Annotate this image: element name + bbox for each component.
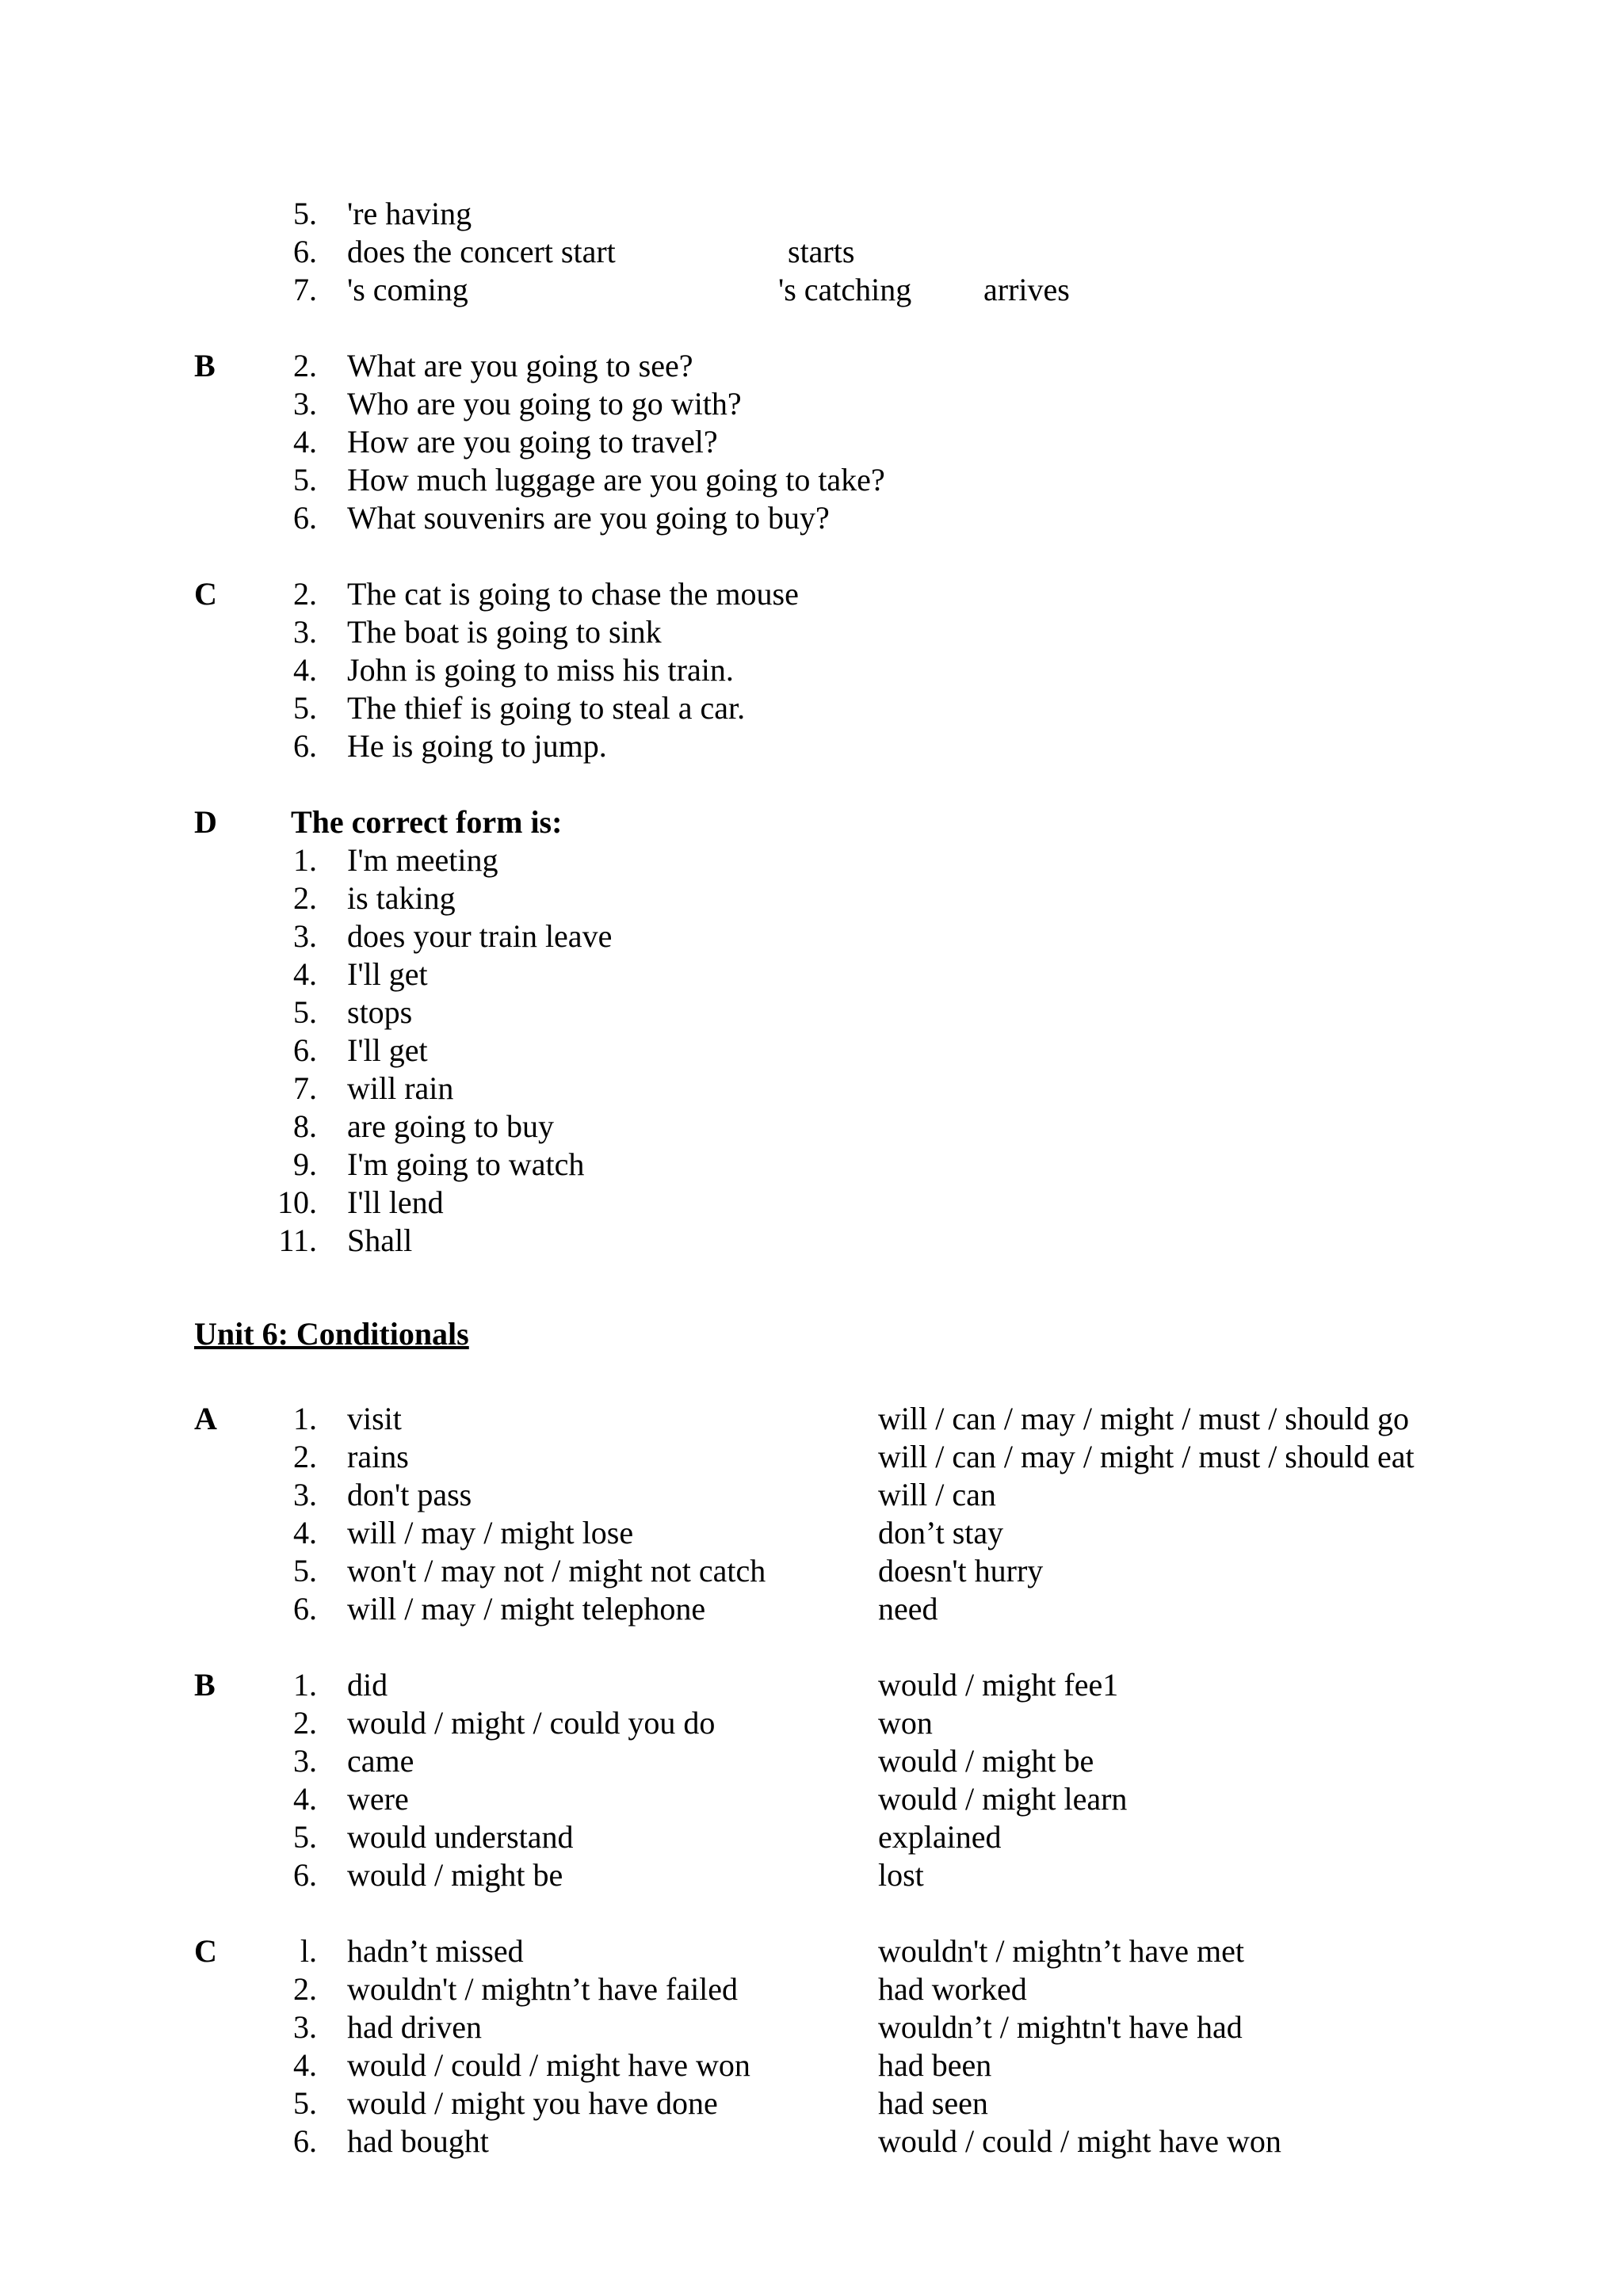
answer-text: What are you going to see? bbox=[347, 348, 693, 383]
section-letter: D bbox=[194, 804, 217, 840]
item-number: 8. bbox=[293, 1108, 317, 1144]
item-number: 2. bbox=[293, 576, 317, 612]
answer-text-alt: will / can bbox=[878, 1477, 996, 1512]
item-number: 11. bbox=[278, 1222, 317, 1258]
answer-text: does your train leave bbox=[347, 918, 613, 954]
answer-text-alt: wouldn't / mightn’t have met bbox=[878, 1933, 1244, 1969]
item-number: 3. bbox=[293, 918, 317, 954]
answer-text: would / could / might have won bbox=[347, 2047, 750, 2083]
unit-title: Unit 6: Conditionals bbox=[194, 1316, 469, 1352]
item-number: 5. bbox=[293, 1553, 317, 1589]
item-number: 6. bbox=[293, 1857, 317, 1893]
answer-text: How much luggage are you going to take? bbox=[347, 462, 885, 498]
item-number: 9. bbox=[293, 1146, 317, 1182]
section-letter: A bbox=[194, 1401, 217, 1436]
answer-text: don't pass bbox=[347, 1477, 472, 1512]
item-number: 5. bbox=[293, 196, 317, 231]
answer-text: hadn’t missed bbox=[347, 1933, 524, 1969]
answer-text-alt: had seen bbox=[878, 2085, 988, 2121]
answer-text: would / might / could you do bbox=[347, 1705, 716, 1741]
item-number: 2. bbox=[293, 348, 317, 383]
answer-text: had driven bbox=[347, 2009, 482, 2045]
answer-text: won't / may not / might not catch bbox=[347, 1553, 766, 1589]
answer-text: rains bbox=[347, 1439, 409, 1474]
section-letter: C bbox=[194, 1933, 217, 1969]
item-number: 3. bbox=[293, 614, 317, 650]
item-number: 6. bbox=[293, 728, 317, 764]
item-number: 2. bbox=[293, 1705, 317, 1741]
answer-text: are going to buy bbox=[347, 1108, 555, 1144]
answer-text: How are you going to travel? bbox=[347, 424, 718, 460]
answer-text: Shall bbox=[347, 1222, 413, 1258]
item-number: 5. bbox=[293, 690, 317, 726]
item-number: 5. bbox=[293, 2085, 317, 2121]
answer-text-alt: would / could / might have won bbox=[878, 2123, 1281, 2159]
item-number: 4. bbox=[293, 1781, 317, 1817]
answer-text-alt: arrives bbox=[983, 272, 1070, 307]
item-number: 7. bbox=[293, 272, 317, 307]
item-number: 3. bbox=[293, 1477, 317, 1512]
answer-text-alt: will / can / may / might / must / should go bbox=[878, 1401, 1409, 1436]
answer-text: The thief is going to steal a car. bbox=[347, 690, 746, 726]
item-number: 3. bbox=[293, 1743, 317, 1779]
item-number: 7. bbox=[293, 1070, 317, 1106]
item-number: 2. bbox=[293, 1439, 317, 1474]
answer-text-alt: need bbox=[878, 1591, 938, 1627]
answer-text: I'm meeting bbox=[347, 842, 498, 878]
answer-text-alt: had been bbox=[878, 2047, 992, 2083]
answer-text: Who are you going to go with? bbox=[347, 386, 742, 421]
answer-text: would / might be bbox=[347, 1857, 563, 1893]
item-number: 3. bbox=[293, 2009, 317, 2045]
answer-text-alt: 's catching bbox=[778, 272, 912, 307]
answer-text: What souvenirs are you going to buy? bbox=[347, 500, 830, 536]
answer-text-alt: will / can / may / might / must / should eat bbox=[878, 1439, 1415, 1474]
answer-text: were bbox=[347, 1781, 409, 1817]
answer-text: visit bbox=[347, 1401, 402, 1436]
section-header: The correct form is: bbox=[291, 804, 563, 840]
answer-text: will / may / might telephone bbox=[347, 1591, 706, 1627]
section-letter: B bbox=[194, 348, 216, 383]
answer-text: 's coming bbox=[347, 272, 468, 307]
answer-text: 're having bbox=[347, 196, 472, 231]
item-number: 5. bbox=[293, 1819, 317, 1855]
answer-text: is taking bbox=[347, 880, 456, 916]
answer-text-alt: starts bbox=[788, 234, 855, 269]
item-number: 4. bbox=[293, 424, 317, 460]
answer-text: will / may / might lose bbox=[347, 1515, 634, 1550]
item-number: 5. bbox=[293, 994, 317, 1030]
item-number: 4. bbox=[293, 1515, 317, 1550]
answer-text-alt: explained bbox=[878, 1819, 1002, 1855]
answer-text: stops bbox=[347, 994, 413, 1030]
answer-text-alt: don’t stay bbox=[878, 1515, 1004, 1550]
item-number: l. bbox=[300, 1933, 317, 1969]
answer-text-alt: had worked bbox=[878, 1971, 1027, 2007]
answer-text: wouldn't / mightn’t have failed bbox=[347, 1971, 739, 2007]
answer-text: will rain bbox=[347, 1070, 454, 1106]
answer-text-alt: would / might be bbox=[878, 1743, 1094, 1779]
item-number: 6. bbox=[293, 2123, 317, 2159]
answer-text: I'll lend bbox=[347, 1184, 444, 1220]
answer-text: I'm going to watch bbox=[347, 1146, 585, 1182]
answer-text: did bbox=[347, 1667, 388, 1703]
answer-text: would / might you have done bbox=[347, 2085, 718, 2121]
item-number: 5. bbox=[293, 462, 317, 498]
item-number: 1. bbox=[293, 842, 317, 878]
answer-text-alt: wouldn’t / mightn't have had bbox=[878, 2009, 1243, 2045]
item-number: 4. bbox=[293, 956, 317, 992]
answer-text-alt: won bbox=[878, 1705, 933, 1741]
answer-text-alt: lost bbox=[878, 1857, 924, 1893]
item-number: 1. bbox=[293, 1401, 317, 1436]
answer-text: does the concert start bbox=[347, 234, 616, 269]
item-number: 4. bbox=[293, 2047, 317, 2083]
answer-text: He is going to jump. bbox=[347, 728, 607, 764]
item-number: 2. bbox=[293, 880, 317, 916]
answer-text: came bbox=[347, 1743, 414, 1779]
answer-text-alt: doesn't hurry bbox=[878, 1553, 1044, 1589]
item-number: 10. bbox=[277, 1184, 317, 1220]
section-letter: C bbox=[194, 576, 217, 612]
answer-text: had bought bbox=[347, 2123, 489, 2159]
section-letter: B bbox=[194, 1667, 216, 1703]
item-number: 6. bbox=[293, 500, 317, 536]
item-number: 1. bbox=[293, 1667, 317, 1703]
answer-text: I'll get bbox=[347, 956, 428, 992]
item-number: 2. bbox=[293, 1971, 317, 2007]
item-number: 6. bbox=[293, 234, 317, 269]
item-number: 6. bbox=[293, 1032, 317, 1068]
answer-text-alt: would / might fee1 bbox=[878, 1667, 1119, 1703]
item-number: 4. bbox=[293, 652, 317, 688]
answer-text-alt: would / might learn bbox=[878, 1781, 1128, 1817]
answer-text: I'll get bbox=[347, 1032, 428, 1068]
answer-text: The cat is going to chase the mouse bbox=[347, 576, 799, 612]
answer-text: The boat is going to sink bbox=[347, 614, 662, 650]
item-number: 6. bbox=[293, 1591, 317, 1627]
answer-text: would understand bbox=[347, 1819, 574, 1855]
answer-text: John is going to miss his train. bbox=[347, 652, 734, 688]
item-number: 3. bbox=[293, 386, 317, 421]
